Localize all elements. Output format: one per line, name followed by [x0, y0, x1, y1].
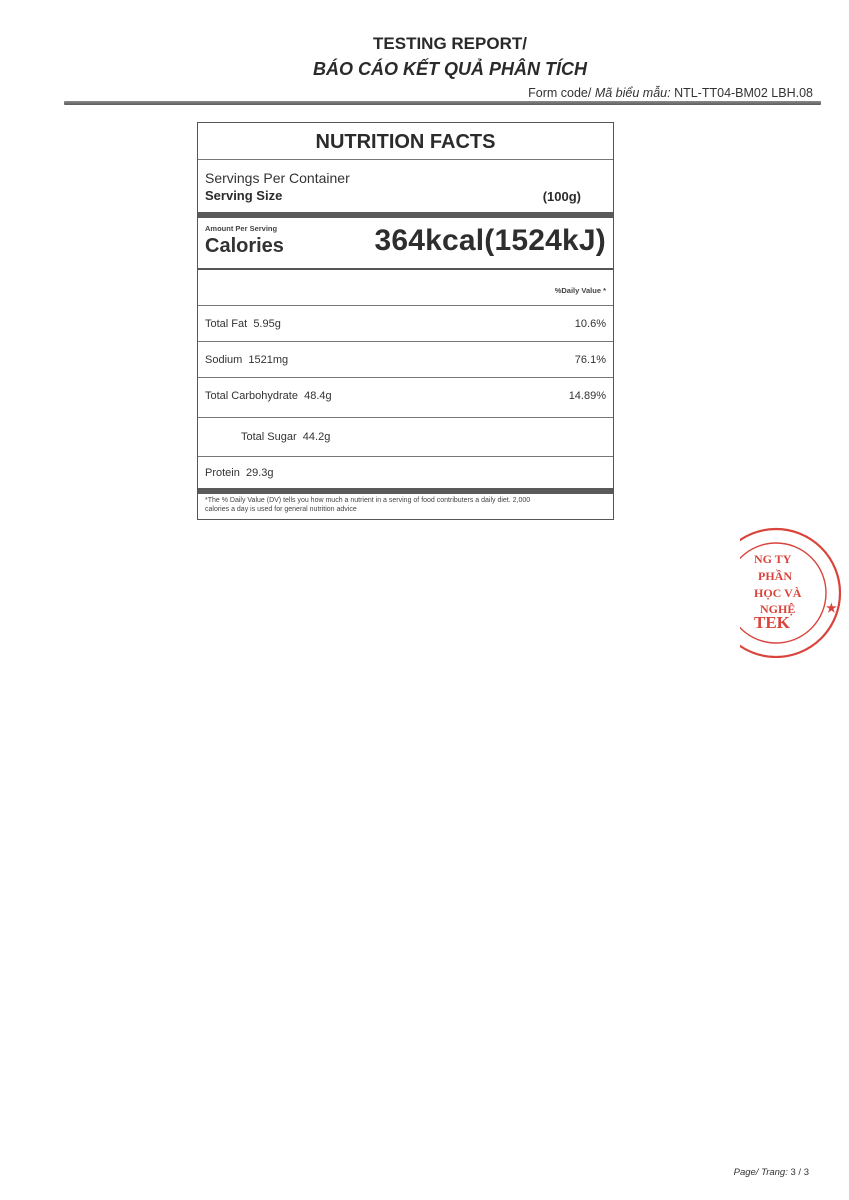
- header-divider: [64, 101, 821, 105]
- report-title-en: TESTING REPORT/: [373, 34, 527, 53]
- stamp-star-icon: ★: [826, 601, 837, 615]
- form-code-label-vi: Mã biểu mẫu:: [594, 86, 671, 100]
- page-number: [734, 1167, 809, 1178]
- nutrient-row-total-sugar: [198, 418, 613, 457]
- daily-value-footnote: [198, 496, 613, 520]
- nutrition-facts-title: NUTRITION FACTS: [198, 123, 613, 160]
- page-label: Page/: [733, 1167, 759, 1178]
- nutrient-row-total-carbohydrate: [198, 378, 613, 418]
- daily-value-header: [198, 270, 613, 306]
- report-title-vi: BÁO CÁO KẾT QUẢ PHÂN TÍCH: [313, 59, 587, 79]
- servings-per-container-label: Servings Per Container: [205, 170, 350, 186]
- nutrient-row-total-fat: [198, 306, 613, 342]
- stamp-line-5: TEK: [754, 613, 790, 632]
- page-value: 3 / 3: [790, 1167, 809, 1178]
- nutrient-label: Total Fat 5.95g: [205, 318, 281, 330]
- form-code-label: Form code/: [528, 86, 592, 100]
- nutrient-row-protein: [198, 457, 613, 488]
- nutrient-dv: 76.1%: [574, 354, 606, 366]
- form-code: [528, 86, 813, 100]
- page-label-vi: Trang:: [761, 1167, 788, 1178]
- footnote-line-2: calories a day is used for general nutrition advice: [205, 506, 357, 513]
- nutrient-row-sodium: [198, 342, 613, 378]
- serving-size-value: (100g): [542, 189, 581, 204]
- stamp-line-4: NGHỆ: [760, 602, 796, 616]
- stamp-line-2: PHẦN: [758, 569, 792, 583]
- stamp-seal-icon: [740, 518, 844, 658]
- footnote-line-1: *The % Daily Value (DV) tells you how much a nutrient in a serving of food contributers a daily diet. 2,000: [205, 497, 531, 504]
- nutrient-label: Total Carbohydrate 48.4g: [205, 390, 332, 402]
- nutrient-dv: 10.6%: [574, 318, 606, 330]
- nutrient-label: Protein 29.3g: [205, 467, 274, 479]
- form-code-value: NTL-TT04-BM02 LBH.08: [674, 86, 813, 100]
- calories-section: [198, 218, 613, 270]
- nutrient-label: Sodium 1521mg: [205, 354, 289, 366]
- amount-per-serving-label: Amount Per Serving: [205, 224, 278, 233]
- daily-value-header-label: %Daily Value *: [554, 286, 606, 295]
- company-stamp: [740, 518, 844, 658]
- nutrition-facts-panel: [197, 122, 614, 520]
- nutrient-dv: 14.89%: [568, 390, 606, 402]
- serving-section: [198, 160, 613, 213]
- stamp-line-1: NG TY: [754, 552, 792, 566]
- nutrient-label: Total Sugar 44.2g: [241, 431, 331, 443]
- thick-divider-bottom: [198, 488, 613, 494]
- stamp-line-3: HỌC VÀ: [754, 586, 802, 600]
- serving-size-label: Serving Size: [205, 188, 283, 203]
- calories-label: Calories: [205, 235, 284, 257]
- calories-value: 364kcal(1524kJ): [374, 224, 606, 257]
